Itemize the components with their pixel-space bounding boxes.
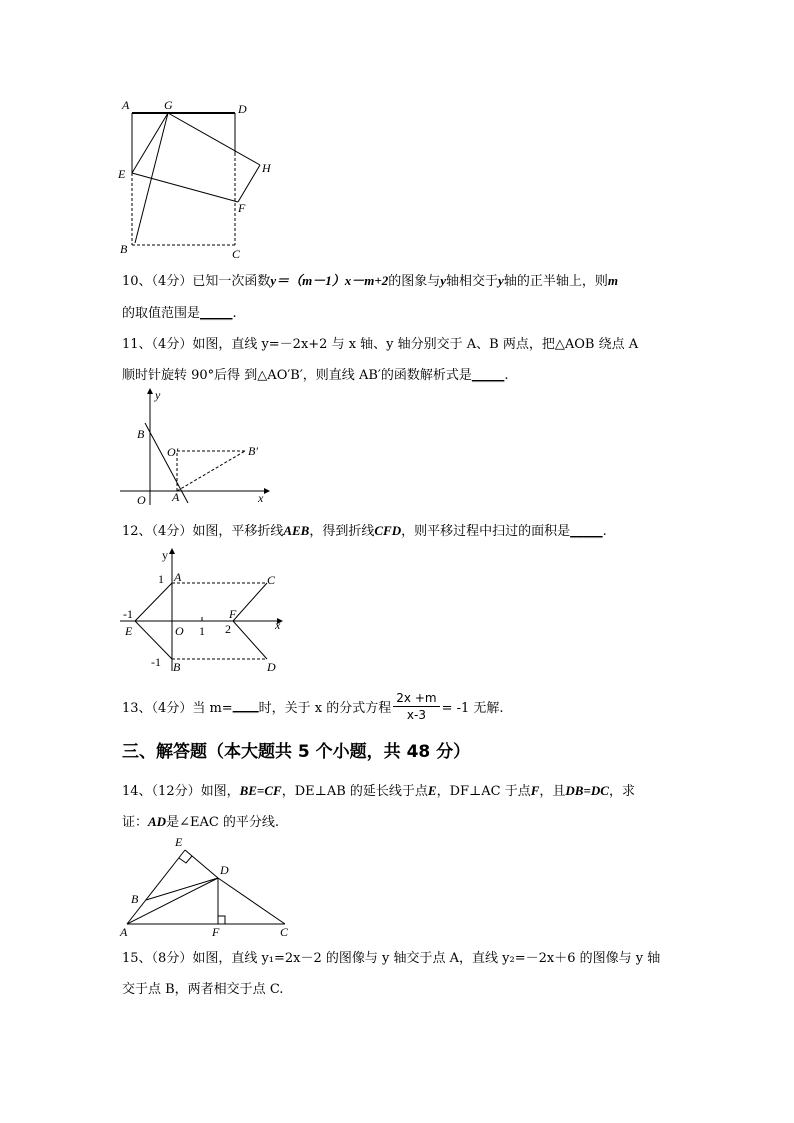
fraction-numerator: 2x +m: [393, 690, 439, 707]
fraction-denominator: x-3: [406, 708, 426, 722]
label-F: F: [212, 925, 220, 939]
fraction: [393, 690, 439, 723]
label-A: A: [120, 925, 128, 939]
label-one: 1: [158, 572, 164, 586]
label-neg1-left: -1: [123, 607, 133, 621]
label-tick-1: 1: [199, 624, 205, 638]
question-11-line-2: 顺时针旋转 90°后得 到△AO′B′，则直线 AB′的函数解析式是_____.: [122, 368, 509, 383]
question-12: 12、（4分）如图，平移折线AEB，得到折线CFD，则平移过程中扫过的面积是_____.: [122, 523, 607, 539]
question-10-line-1: 10、（4分）已知一次函数y＝（m－1）x－m+2的图象与y轴相交于y轴的正半轴上，则m: [122, 273, 618, 289]
figure-q9-rectangle: [110, 95, 285, 265]
figure-q11-coordinate: [115, 385, 275, 510]
label-H: H: [262, 161, 271, 175]
label-E: E: [125, 624, 133, 638]
label-A: A: [174, 570, 182, 584]
question-14-line-1: 14、（12分）如图，BE=CF，DE⊥AB 的延长线于点E，DF⊥AC 于点F，且DB=DC，求: [122, 783, 635, 799]
figure-q14-triangle: [115, 832, 295, 940]
label-two: 2: [225, 622, 231, 636]
label-O: O: [175, 624, 184, 638]
label-D: D: [220, 863, 229, 877]
figure-q12-translation: [115, 545, 290, 675]
label-O-prime: O′: [167, 445, 179, 459]
label-C: C: [232, 247, 241, 261]
label-F: F: [229, 607, 237, 621]
label-F: F: [238, 201, 246, 215]
label-E: E: [175, 835, 183, 849]
answer-blank-13[interactable]: ____: [232, 699, 259, 714]
label-C: C: [267, 573, 276, 587]
label-D: D: [238, 102, 247, 116]
label-D: D: [267, 660, 276, 674]
label-B-prime: B′: [248, 444, 258, 458]
label-O: O: [137, 493, 146, 507]
question-15-line-1: 15、（8分）如图，直线 y₁=2x－2 的图像与 y 轴交于点 A，直线 y₂=－2x＋6 的图像与 y 轴: [122, 951, 661, 966]
label-B: B: [173, 660, 181, 674]
question-15-line-2: 交于点 B，两者相交于点 C.: [122, 982, 284, 997]
label-y: y: [162, 548, 168, 562]
label-A: A: [172, 490, 180, 504]
question-14-line-2: 证：AD是∠EAC 的平分线.: [122, 814, 280, 830]
question-11-line-1: 11、（4分）如图，直线 y=－2x+2 与 x 轴、y 轴分别交于 A、B 两点，把△AOB 绕点 A: [122, 337, 639, 352]
label-A: A: [122, 98, 130, 112]
label-y: y: [155, 388, 161, 402]
label-B: B: [131, 892, 139, 906]
label-C: C: [280, 925, 289, 939]
label-G: G: [164, 98, 173, 112]
section-heading: 三、解答题（本大题共 5 个小题，共 48 分）: [122, 742, 471, 762]
label-neg1-bottom: -1: [151, 655, 161, 669]
label-E: E: [118, 167, 126, 181]
question-13: 13、（4分）当 m=____时，关于 x 的分式方程 $\frac{2x +m}{x-3}$ = -1 无解.: [122, 691, 504, 722]
label-x: x: [258, 491, 264, 505]
question-10-line-2: 的取值范围是_____.: [122, 306, 237, 321]
label-B: B: [120, 242, 128, 256]
answer-blank-11[interactable]: _____: [471, 368, 505, 383]
label-x: x: [275, 618, 281, 632]
answer-blank-12[interactable]: _____: [570, 524, 603, 539]
answer-blank-10[interactable]: _____: [200, 306, 233, 321]
label-B: B: [137, 427, 145, 441]
